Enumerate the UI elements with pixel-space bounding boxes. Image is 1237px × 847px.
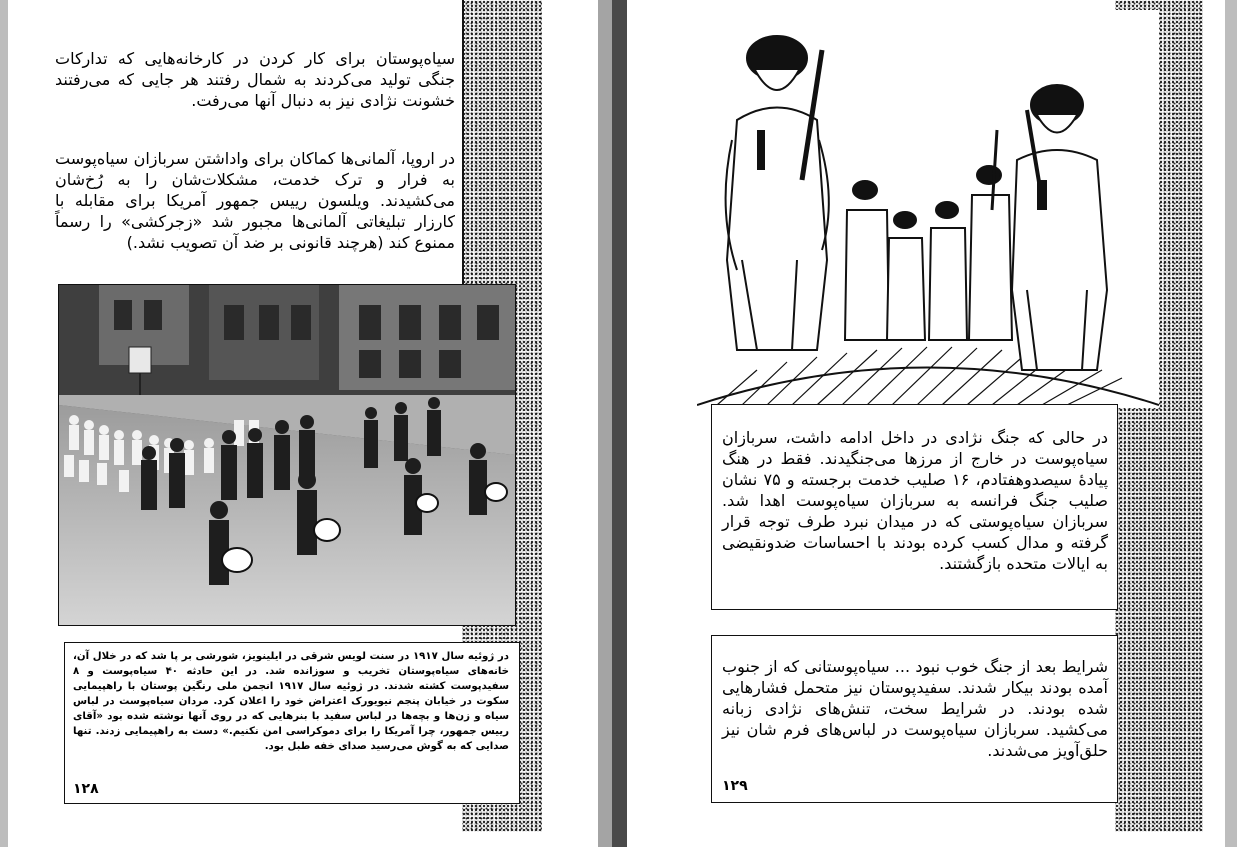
right-paragraph-1: در حالی که جنگ نژادی در داخل ادامه داشت، سربازان سیاه‌پوست در خارج از مرزها می‌جنگیدند. فقط در هنگ پیادهٔ سیصدوهفتادم، ۱۶ صلیب خدمت برجسته و ۷۵ نشان صلیب جنگ فرانسه به سربازان سیاه‌پوست اهدا شد. سربازان سیاه‌پوستی که در میدان نبرد طرف توجه قرار گرفته و مدال کسب کرده بودند با احساسات ضدونقیضی به ایالات متحده بازگشتند. bbox=[722, 428, 1109, 573]
left-edge-shadow bbox=[0, 0, 8, 847]
gutter-light bbox=[598, 0, 612, 847]
right-edge-shadow bbox=[1225, 0, 1237, 847]
left-paragraph-2: در اروپا، آلمانی‌ها کماکان برای واداشتن سربازان سیاه‌پوست به فرار و ترک خدمت، مشکلات‌شان را به رُخ‌شان می‌کشیدند. ویلسون رییس جمهور آمریکا برای مقابله با کارزار تبلیغاتی آلمانی‌ها مجبور شد «زجرکشی» را رسماً ممنوع کند (هرچند قانونی بر ضد آن تصویب نشد.) bbox=[55, 149, 455, 252]
page-number-right: ۱۲۹ bbox=[722, 778, 748, 794]
caption-box bbox=[64, 642, 520, 804]
page-number-left: ۱۲۸ bbox=[73, 781, 99, 797]
soldiers-drawing bbox=[697, 10, 1159, 408]
soldiers-illustration bbox=[697, 10, 1159, 408]
parade-photo bbox=[58, 284, 516, 626]
parade-photo-illustration bbox=[59, 285, 515, 625]
gutter-dark bbox=[612, 0, 627, 847]
left-strip-border bbox=[462, 0, 464, 286]
left-paragraph-1: سیاه‌پوستان برای کار کردن در کارخانه‌هایی که تدارکات جنگی تولید می‌کردند به شمال رفتند هر جایی که می‌رفتند خشونت نژادی نیز به دنبال آنها می‌رفت. bbox=[55, 49, 455, 110]
photo-caption: در ژوئیه سال ۱۹۱۷ در سنت لویس شرقی در ایلینویز، شورشی بر پا شد که در خلال آن، خانه‌های سیاه‌پوستان تخریب و سوزانده شد. در این حادثه ۴۰ سیاه‌پوست و ۸ سفیدپوست کشته شدند. در ژوئیه سال ۱۹۱۷ انجمن ملی رنگین پوستان با راهپیمایی سکوت در خیابان پنجم نیویورک اعتراض خود را اعلان کرد. مردان سیاه‌پوست در لباس سیاه و زن‌ها و بچه‌ها در لباس سفید با بنرهایی که در روی آنها نوشته شده بود «آقای رییس جمهور، چرا آمریکا را برای دموکراسی امن نکنیم.» دست به راهپیمایی زدند. تنها صدایی که به گوش می‌رسید صدای خفه طبل بود. bbox=[73, 651, 509, 752]
right-page bbox=[627, 0, 1237, 847]
text-box-1 bbox=[711, 404, 1118, 610]
right-paragraph-2: شرایط بعد از جنگ خوب نبود ... سیاه‌پوستانی که از جنوب آمده بودند بیکار شدند. سفیدپوستان نیز متحمل فشارهایی شده بودند. در شرایط سخت، تنش‌های نژادی زبانه می‌کشید. سربازان سیاه‌پوست در لباس‌های فرم شان نیز حلق‌آویز می‌شدند. bbox=[722, 657, 1108, 760]
text-box-2 bbox=[711, 635, 1118, 803]
left-page bbox=[0, 0, 598, 847]
